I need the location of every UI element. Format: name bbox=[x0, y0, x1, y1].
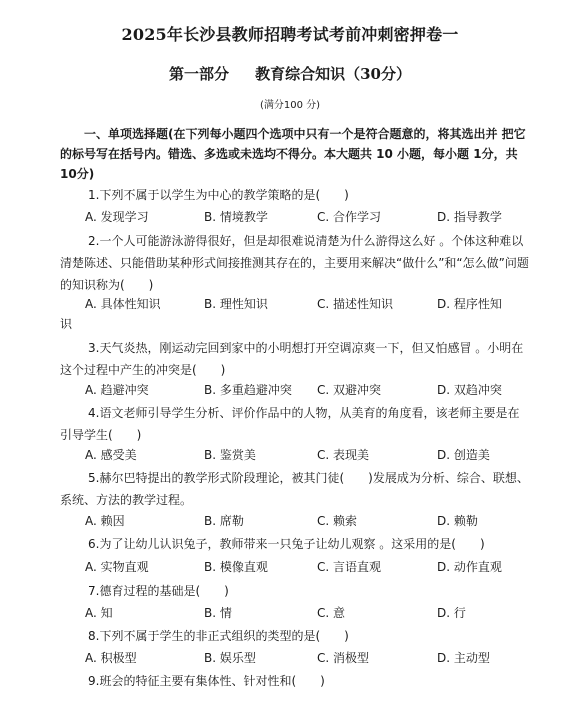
option-c: C. 描述性知识 bbox=[317, 297, 394, 311]
question-8-options bbox=[0, 647, 580, 669]
question-6-options bbox=[0, 556, 580, 578]
option-a: A. 趋避冲突 bbox=[85, 383, 149, 397]
option-a: A. 积极型 bbox=[85, 651, 137, 665]
option-d: D. 指导教学 bbox=[437, 210, 502, 224]
option-a: A. 感受美 bbox=[85, 448, 137, 462]
score-note: (满分100 分) bbox=[259, 100, 321, 111]
option-d-wrap: 识 bbox=[60, 317, 73, 331]
question-5-options bbox=[0, 510, 580, 532]
option-c: C. 言语直观 bbox=[317, 560, 382, 574]
option-a: A. 具体性知识 bbox=[85, 297, 161, 311]
option-d: D. 创造美 bbox=[437, 448, 490, 462]
question-6-stem: 6.为了让幼儿认识兔子，教师带来一只兔子让幼儿观察 。这采用的是( ) bbox=[88, 537, 485, 551]
question-2-options bbox=[0, 293, 580, 315]
question-7-options bbox=[0, 602, 580, 624]
option-b: B. 理性知识 bbox=[204, 297, 268, 311]
option-d: D. 程序性知 bbox=[437, 297, 502, 311]
option-d: D. 行 bbox=[437, 606, 466, 620]
question-3-options bbox=[0, 379, 580, 401]
option-b: B. 模像直观 bbox=[204, 560, 268, 574]
question-4-options bbox=[0, 444, 580, 466]
option-c: C. 双避冲突 bbox=[317, 383, 382, 397]
question-4-stem: 4.语文老师引导学生分析、评价作品中的人物，从美育的角度看，该老师主要是在引导学生( ) bbox=[60, 406, 520, 442]
question-7-stem: 7.德育过程的基础是( ) bbox=[88, 584, 229, 598]
option-c: C. 表现美 bbox=[317, 448, 370, 462]
question-9-stem: 9.班会的特征主要有集体性、针对性和( ) bbox=[88, 674, 325, 688]
option-d: D. 主动型 bbox=[437, 651, 490, 665]
option-a: A. 实物直观 bbox=[85, 560, 149, 574]
document-title: 2025年长沙县教师招聘考试考前冲刺密押卷一 bbox=[121, 25, 459, 44]
option-c: C. 赖索 bbox=[317, 514, 358, 528]
option-d: D. 动作直观 bbox=[437, 560, 502, 574]
option-b: B. 席勒 bbox=[204, 514, 244, 528]
option-b: B. 情境教学 bbox=[204, 210, 268, 224]
option-c: C. 合作学习 bbox=[317, 210, 382, 224]
question-1-stem: 1.下列不属于以学生为中心的教学策略的是( ) bbox=[88, 188, 349, 202]
option-a: A. 发现学习 bbox=[85, 210, 149, 224]
option-b: B. 多重趋避冲突 bbox=[204, 383, 292, 397]
question-3-stem: 3.天气炎热，刚运动完回到家中的小明想打开空调凉爽一下，但又怕感冒 。小明在这个过程中产生的冲突是( ) bbox=[60, 341, 524, 377]
part-title: 第一部分 教育综合知识（30分） bbox=[169, 65, 411, 83]
question-5-stem: 5.赫尔巴特提出的教学形式阶段理论，被其门徒( )发展成为分析、综合、联想、系统、方法的教学过程。 bbox=[60, 471, 529, 507]
option-c: C. 意 bbox=[317, 606, 346, 620]
question-1-options bbox=[0, 206, 580, 228]
option-b: B. 情 bbox=[204, 606, 232, 620]
option-a: A. 赖因 bbox=[85, 514, 125, 528]
option-d: D. 双趋冲突 bbox=[437, 383, 502, 397]
option-a: A. 知 bbox=[85, 606, 113, 620]
option-d: D. 赖勒 bbox=[437, 514, 478, 528]
question-2-stem: 2.一个人可能游泳游得很好，但是却很难说清楚为什么游得这么好 。个体这种难以清楚陈述、只能借助某种形式间接推测其存在的，主要用来解决“做什么”和“怎么做”问题的知识称为( ) bbox=[60, 234, 529, 292]
option-c: C. 消极型 bbox=[317, 651, 370, 665]
section-heading: 一、单项选择题(在下列每小题四个选项中只有一个是符合题意的，将其选出并 把它的标号写在括号内。错选、多选或未选均不得分。本大题共 10 小题，每小题 1分，共10分) bbox=[60, 127, 526, 181]
question-8-stem: 8.下列不属于学生的非正式组织的类型的是( ) bbox=[88, 629, 349, 643]
option-b: B. 娱乐型 bbox=[204, 651, 256, 665]
option-b: B. 鉴赏美 bbox=[204, 448, 256, 462]
